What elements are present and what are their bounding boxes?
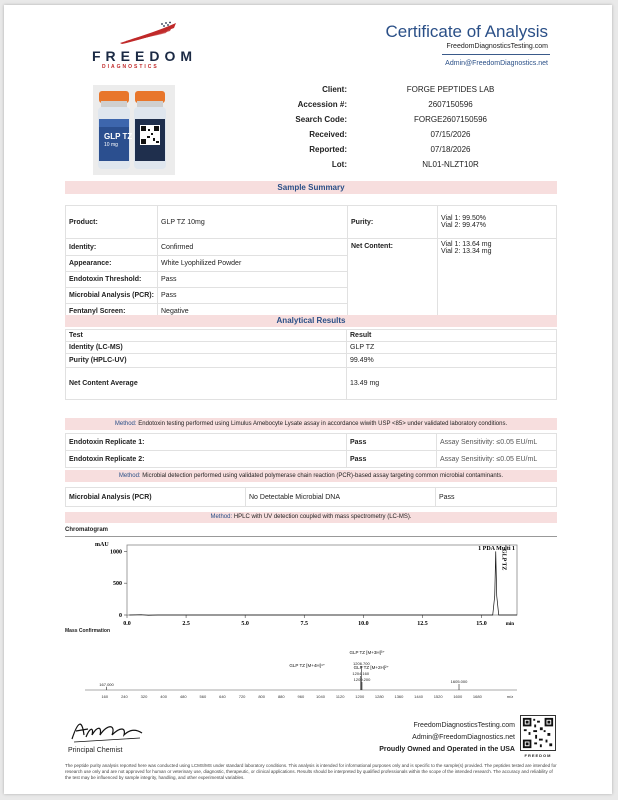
chromatogram-y-tick-label: 500 bbox=[113, 581, 122, 588]
mass-x-tick-label: 320 bbox=[140, 694, 148, 699]
mass-x-tick-label: 1600 bbox=[453, 694, 463, 699]
mass-x-tick-label: 480 bbox=[179, 694, 187, 699]
sample-info bbox=[254, 85, 554, 175]
chromatogram-x-tick-label: 2.5 bbox=[182, 621, 190, 627]
header-divider bbox=[442, 54, 550, 55]
disclaimer-text: The peptide purity analysis reported here was conducted using LCMS/MS under standard laboratory conditions. This analysis is intended for informational purposes only and is specific to the sample(s) provided. The peptides tested are intended for research use only and are not approved for human or veterinary use, diagnostic, therapeutic, or clinical applications. Results should be interpreted by qualified professionals within the scope of the intended research. The accuracy and reliability of the test may be influenced by sample integrity, handling, and other experimental variables. bbox=[65, 763, 557, 780]
endotoxin-replicates-table: Endotoxin Replicate 1: Pass Assay Sensitivity: ≤0.05 EU/mL Endotoxin Replicate 2: Pass Assay Sensitivity: ≤0.05 EU/mL bbox=[65, 433, 557, 468]
signer-role: Principal Chemist bbox=[68, 747, 123, 754]
mass-x-tick-label: 240 bbox=[121, 694, 128, 699]
footer-contact bbox=[379, 720, 515, 756]
footer-email-link[interactable]: Admin@FreedomDiagnostics.net bbox=[412, 734, 515, 741]
chromatogram-x-tick-label: 5.0 bbox=[241, 621, 249, 627]
chromatogram-x-tick-label: 10.0 bbox=[358, 621, 369, 627]
mass-spectrum-plot bbox=[65, 636, 557, 706]
chromatogram-trace bbox=[129, 551, 517, 615]
mass-x-tick-label: 1200 bbox=[355, 694, 365, 699]
mass-peak-label: 1204.160 bbox=[352, 671, 370, 676]
mass-annotation-3h: GLP TZ [M+3H]³⁺ bbox=[349, 650, 385, 655]
certificate-page bbox=[4, 5, 612, 794]
chromatogram-peak-label: GLP TZ bbox=[500, 549, 507, 571]
freedom-logo bbox=[92, 21, 197, 73]
chromatogram-x-tick-label: 0.0 bbox=[123, 621, 131, 627]
chromatogram-frame bbox=[127, 545, 517, 615]
mass-x-tick-label: 640 bbox=[219, 694, 226, 699]
info-row-received: Received: 07/15/2026 bbox=[309, 130, 471, 139]
brand-subtitle: DIAGNOSTICS bbox=[102, 64, 159, 70]
mass-x-tick-label: 960 bbox=[297, 694, 305, 699]
mass-annotation-4h: GLP TZ [M+4H]⁴⁺ bbox=[289, 663, 326, 668]
mass-x-tick-label: 800 bbox=[258, 694, 266, 699]
mass-title: Mass Confirmation bbox=[65, 628, 111, 634]
signature-image bbox=[68, 715, 148, 745]
chromatogram-title: Chromatogram bbox=[65, 527, 109, 533]
qr-code-icon[interactable] bbox=[520, 715, 556, 751]
mass-peak-label: 1209.200 bbox=[353, 677, 371, 682]
footer-site-link[interactable]: FreedomDiagnosticsTesting.com bbox=[413, 722, 515, 729]
microbial-analysis-table: Microbial Analysis (PCR) No Detectable Microbial DNA Pass bbox=[65, 487, 557, 507]
qr-caption: FREEDOM bbox=[524, 753, 552, 758]
analytical-results-header: Analytical Results bbox=[65, 315, 557, 327]
header-site-link[interactable]: FreedomDiagnosticsTesting.com bbox=[446, 43, 548, 50]
info-row-reported: Reported: 07/18/2026 bbox=[309, 145, 471, 154]
mass-annotation-2h: GLP TZ [M+2H]²⁺ bbox=[353, 665, 389, 670]
chromatogram-plot bbox=[65, 537, 557, 629]
info-row-search-code: Search Code: FORGE2607150596 bbox=[295, 115, 487, 124]
footer-tagline: Proudly Owned and Operated in the USA bbox=[379, 746, 515, 753]
analytical-results-table: Test Result Identity (LC-MS) GLP TZ Purity (HPLC-UV) 99.49% Net Content Average 13.49 mg bbox=[65, 329, 557, 400]
mass-confirmation-panel bbox=[65, 628, 557, 706]
vial-photo bbox=[93, 85, 175, 175]
mass-x-tick-label: 1280 bbox=[374, 694, 384, 699]
page-title: Certificate of Analysis bbox=[385, 22, 548, 41]
chromatogram-panel bbox=[65, 527, 557, 629]
mass-peak-label: 1206.700 bbox=[353, 661, 370, 666]
mass-x-tick-label: 1360 bbox=[394, 694, 404, 699]
chromatogram-detector-label: 1 PDA Multi 1 bbox=[478, 546, 515, 552]
header-email-link[interactable]: Admin@FreedomDiagnostics.net bbox=[445, 60, 548, 67]
mass-x-tick-label: 400 bbox=[160, 694, 167, 699]
info-row-lot: Lot: NL01-NLZT10R bbox=[331, 160, 479, 169]
vial-dose: 10 mg bbox=[104, 142, 118, 148]
mass-peak-label: 167.000 bbox=[99, 681, 114, 687]
mass-x-tick-label: 560 bbox=[199, 694, 207, 699]
sample-summary-table: Product: GLP TZ 10mg Purity: Vial 1: 99.50% Vial 2: 99.47% Identity: Confirmed Net Content: Vial 1: 13.64 mg Vial 2: 13.34 mg Appearance: White Lyophilized Powder Endotoxin Threshold: Pass Microbial Analysis (PCR): Pass Fentanyl Screen: Negative bbox=[65, 205, 557, 320]
method-microbial: Method: Microbial detection performed using validated polymerase chain reaction (PCR)-based assay targeting common microbial contaminants. bbox=[65, 470, 557, 482]
method-hplc: Method: HPLC with UV detection coupled with mass spectrometry (LC-MS). bbox=[65, 512, 557, 523]
chromatogram-ylabel: mAU bbox=[95, 542, 109, 548]
method-endotoxin: Method: Endotoxin testing performed using Limulus Amebocyte Lysate assay in accordance wiwith USP <85> under validated laboratory conditions. bbox=[65, 418, 557, 430]
mass-x-tick-label: 160 bbox=[101, 694, 109, 699]
chromatogram-x-unit: min bbox=[505, 622, 515, 627]
mass-x-tick-label: 1440 bbox=[414, 694, 424, 699]
chromatogram-x-tick-label: 12.5 bbox=[417, 621, 428, 627]
info-row-client: Client: FORGE PEPTIDES LAB bbox=[322, 85, 495, 94]
mass-x-tick-label: 1520 bbox=[433, 694, 443, 699]
mass-peak-label: 1605.000 bbox=[450, 679, 468, 684]
sample-summary-header: Sample Summary bbox=[65, 181, 557, 194]
chromatogram-x-tick-label: 15.0 bbox=[476, 621, 487, 627]
brand-name: FREEDOM bbox=[92, 48, 197, 64]
mass-x-tick-label: 1120 bbox=[335, 694, 345, 699]
vial-label: GLP TZ bbox=[104, 132, 133, 141]
chromatogram-y-tick-label: 0 bbox=[119, 613, 122, 619]
mass-x-tick-label: 1680 bbox=[472, 694, 482, 699]
info-row-accession: Accession #: 2607150596 bbox=[297, 100, 473, 109]
mass-x-tick-label: 720 bbox=[238, 694, 246, 699]
chromatogram-y-tick-label: 1000 bbox=[110, 549, 122, 556]
mass-x-unit: m/z bbox=[506, 694, 514, 699]
mass-x-tick-label: 1040 bbox=[316, 694, 325, 699]
flag-swoosh-icon bbox=[118, 21, 178, 45]
mass-x-tick-label: 880 bbox=[277, 694, 285, 699]
chromatogram-x-tick-label: 7.5 bbox=[300, 621, 309, 627]
